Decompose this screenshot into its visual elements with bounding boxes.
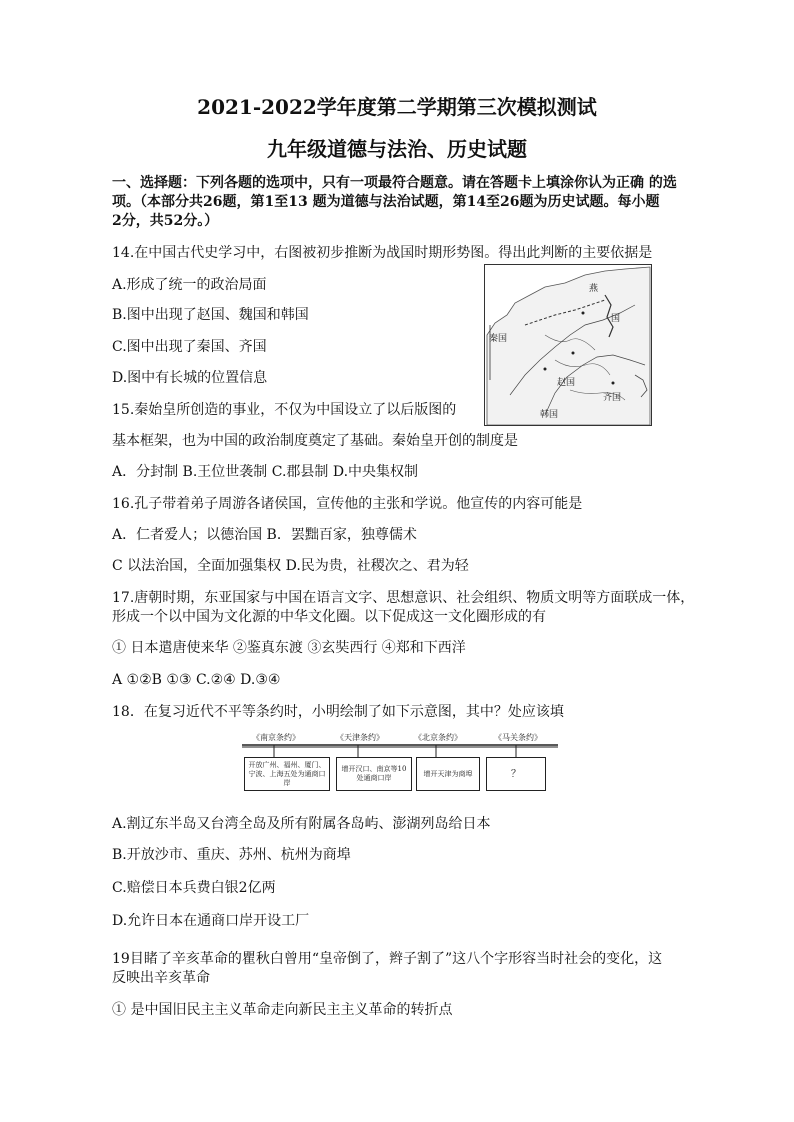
q18-option-d: D.允许日本在通商口岸开设工厂 — [112, 913, 310, 929]
beijing-content-box: 增开天津为商埠 — [416, 757, 480, 791]
q19-stem-line-2: 反映出辛亥革命 — [112, 970, 210, 986]
q14-option-d: D.图中有长城的位置信息 — [112, 370, 268, 386]
q19-stem-line-1: 19目睹了辛亥革命的瞿秋白曾用“皇帝倒了，辫子割了”这八个字形容当时社会的变化，这 — [112, 951, 663, 967]
q15-stem-line-1: 15.秦始皇所创造的事业，不仅为中国设立了以后版图的 — [112, 402, 457, 418]
q17-items: ① 日本遣唐使来华 ②鉴真东渡 ③玄奘西行 ④郑和下西洋 — [112, 640, 466, 656]
instruction-line-1: 一、选择题：下列各题的选项中，只有一项最符合题意。请在答题卡上填涂你认为正确 的选 — [112, 175, 677, 191]
map-label-guo: 国 — [611, 314, 621, 324]
q16-stem: 16.孔子带着弟子周游各诸侯国，宣传他的主张和学说。他宣传的内容可能是 — [112, 496, 583, 512]
q15-options: A．分封制 B.王位世袭制 C.郡县制 D.中央集权制 — [112, 464, 419, 480]
map-label-qin: 秦国 — [489, 334, 508, 344]
q16-options-cd: C 以法治国，全面加强集权 D.民为贵，社稷次之、君为轻 — [112, 558, 469, 574]
treaty-beijing: 《北京条约》 — [414, 733, 462, 742]
q17-options: A ①②B ①③ C.②④ D.③④ — [112, 672, 281, 688]
map-label-han: 韩国 — [540, 410, 559, 420]
treaty-maguan: 《马关条约》 — [494, 733, 542, 742]
nanjing-content-box: 开放广州、福州、厦门、宁波、上海五处为通商口岸 — [244, 757, 330, 791]
q18-stem: 18．在复习近代不平等条约时，小明绘制了如下示意图，其中？处应该填 — [112, 704, 564, 720]
treaty-tianjin: 《天津条约》 — [336, 733, 384, 742]
q17-stem-line-2: 形成一个以中国为文化源的中华文化圈。以下促成这一文化圈形成的有 — [112, 609, 546, 625]
warring-states-map — [484, 264, 652, 426]
q16-options-ab: A．仁者爱人；以德治国 B．罢黜百家，独尊儒术 — [112, 527, 417, 543]
q15-stem-line-2: 基本框架，也为中国的政治制度奠定了基础。秦始皇开创的制度是 — [112, 433, 518, 449]
q18-option-c: C.赔偿日本兵费白银2亿两 — [112, 880, 276, 896]
exam-subtitle: 九年级道德与法治、历史试题 — [267, 137, 527, 161]
q18-option-b: B.开放沙市、重庆、苏州、杭州为商埠 — [112, 847, 351, 863]
q14-option-a: A.形成了统一的政治局面 — [112, 277, 267, 293]
tianjin-content-box: 增开汉口、南京等10处通商口岸 — [336, 757, 412, 791]
map-label-qi: 齐国 — [603, 393, 622, 403]
treaty-nanjing: 《南京条约》 — [252, 733, 300, 742]
exam-title: 2021-2022学年度第二学期第三次模拟测试 — [197, 95, 597, 119]
q17-stem-line-1: 17.唐朝时期，东亚国家与中国在语言文字、思想意识、社会组织、物质文明等方面联成一体， — [112, 590, 695, 606]
map-label-yan: 燕 — [589, 284, 599, 294]
q14-option-c: C.图中出现了秦国、齐国 — [112, 339, 267, 355]
map-figure — [485, 265, 651, 425]
q18-option-a: A.割辽东半岛又台湾全岛及所有附属各岛屿、澎湖列岛给日本 — [112, 816, 491, 832]
instruction-line-3: 2分，共52分。） — [112, 213, 219, 229]
q14-stem: 14.在中国古代史学习中，右图被初步推断为战国时期形势图。得出此判断的主要依据是 — [112, 245, 653, 261]
q14-option-b: B.图中出现了赵国、魏国和韩国 — [112, 307, 309, 323]
map-label-zhao: 赵国 — [557, 378, 576, 388]
maguan-question-box: ？ — [486, 757, 546, 791]
q19-item-1: ① 是中国旧民主主义革命走向新民主主义革命的转折点 — [112, 1002, 453, 1018]
instruction-line-2: 项。（本部分共26题，第1至13 题为道德与法治试题，第14至26题为历史试题。每小题 — [112, 194, 660, 210]
treaty-timeline-diagram — [240, 733, 560, 801]
